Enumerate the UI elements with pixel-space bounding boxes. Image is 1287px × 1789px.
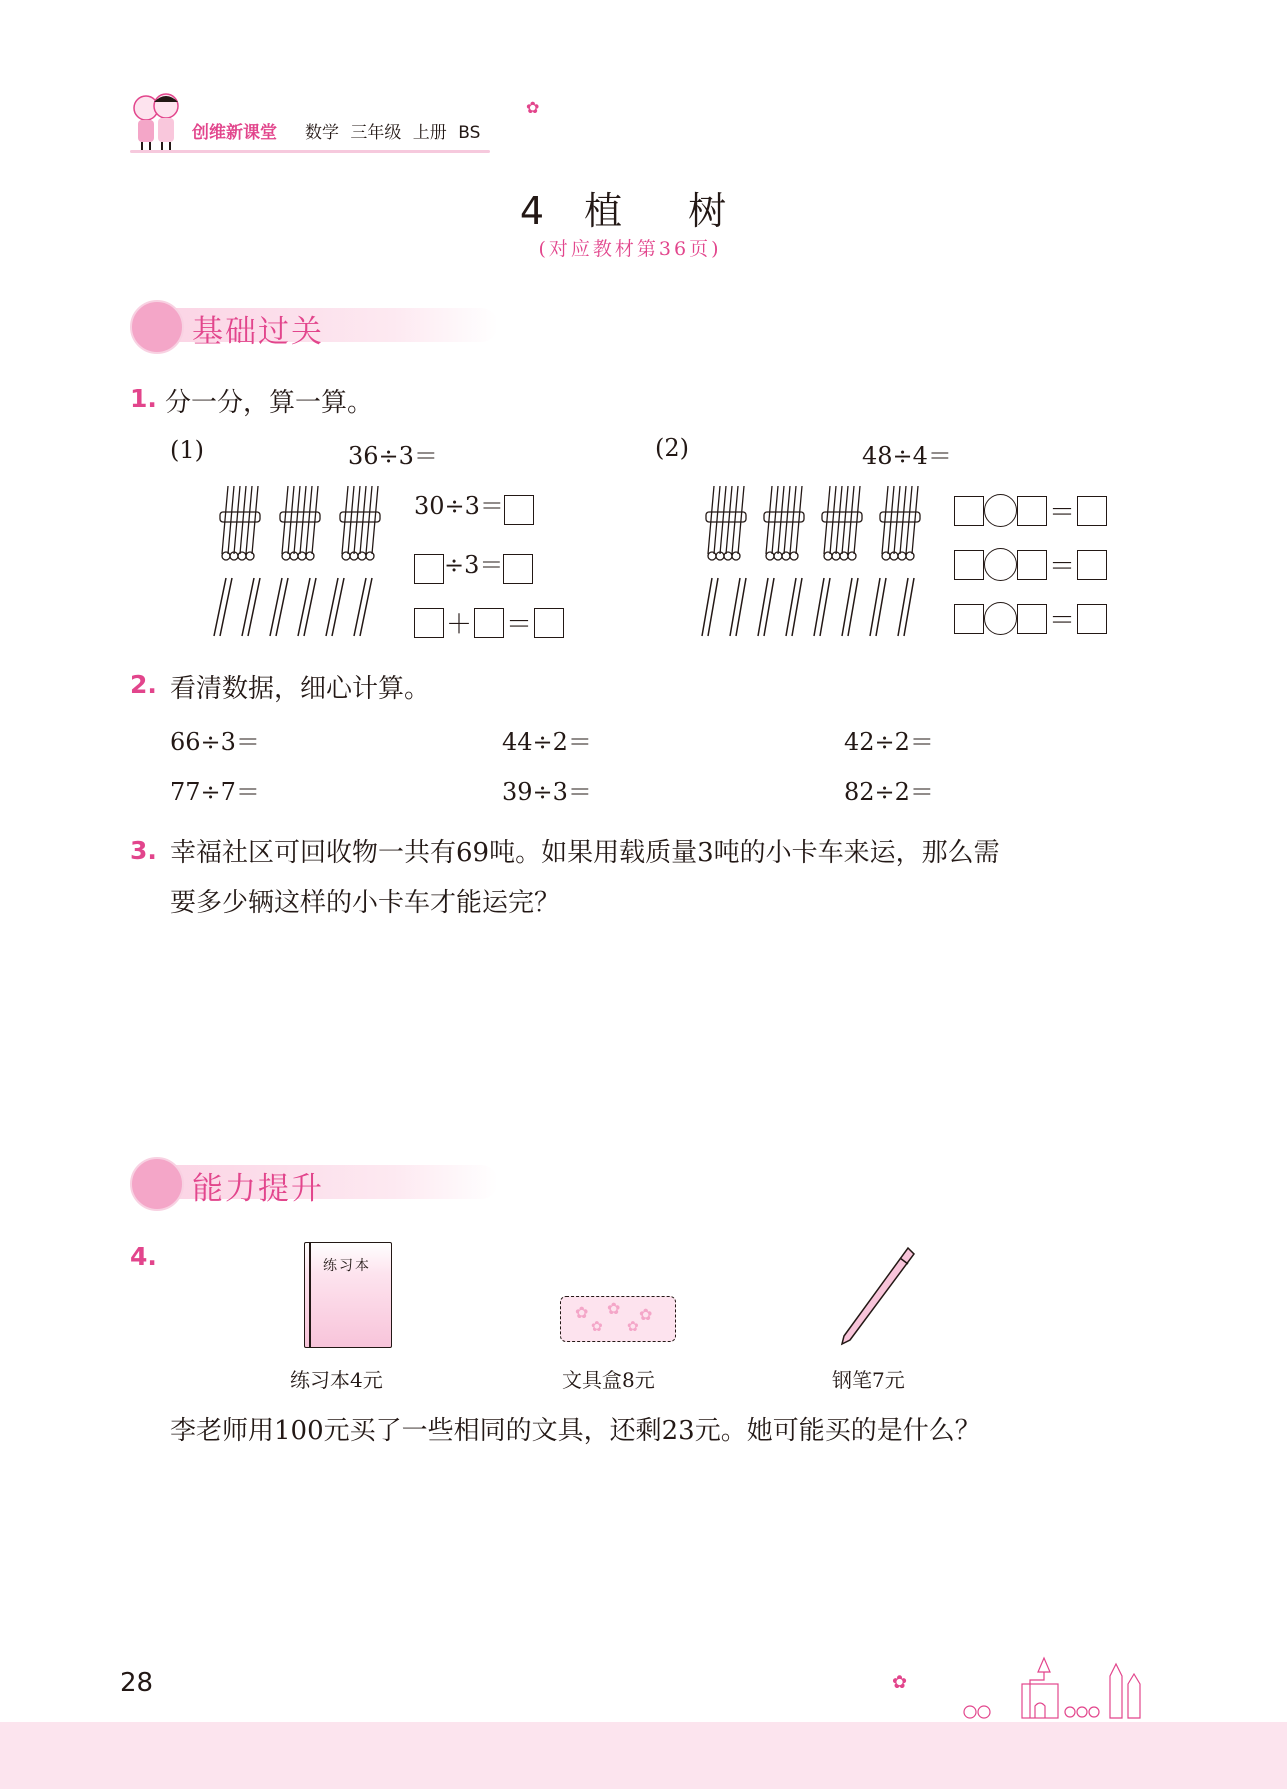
page-title: 4 植 树 (519, 189, 741, 233)
q1-part1-row1 (414, 486, 534, 525)
equals-sign: ＝ (1049, 498, 1076, 528)
castle-icon (940, 1650, 1170, 1720)
q1-part1-row2-op: ÷3＝ (444, 551, 504, 579)
q2-expr-3: 42÷2＝ (844, 728, 934, 756)
notebook-icon (304, 1242, 392, 1348)
operator-circle[interactable] (984, 494, 1017, 527)
single-sticks-icon (702, 578, 914, 636)
pencil-box-icon (560, 1296, 676, 1342)
q1-part2-expr: 48÷4＝ (862, 442, 952, 470)
q1-part2-row1 (954, 492, 1107, 529)
flower-icon: ✿ (607, 1299, 621, 1318)
notebook-spine (309, 1243, 311, 1347)
question-3-number: 3. (130, 836, 157, 865)
section-title-basic: 基础过关 (192, 314, 324, 350)
plus-sign: ＋ (446, 610, 473, 640)
item-label-pen: 钢笔7元 (832, 1368, 905, 1392)
q1-part2-row2 (954, 546, 1107, 583)
equals-sign: ＝ (506, 610, 533, 640)
q1-part1-row1-expr: 30÷3＝ (414, 492, 504, 520)
page-number: 28 (120, 1668, 154, 1698)
notebook-cover-label: 练习本 (323, 1258, 371, 1274)
q1-part1-row3 (414, 604, 564, 641)
q2-expr-1: 66÷3＝ (170, 728, 260, 756)
section-banner-basic (130, 300, 510, 350)
answer-box[interactable] (414, 608, 444, 638)
question-1-number: 1. (130, 384, 157, 413)
question-1-text: 分一分，算一算。 (165, 388, 374, 418)
question-3-line-2: 要多少辆这样的小卡车才能运完？ (170, 888, 561, 918)
answer-box[interactable] (1077, 496, 1107, 526)
header-underline (130, 150, 490, 153)
header-info: 数学 三年级 上册 BS (305, 123, 481, 143)
answer-box[interactable] (503, 554, 533, 584)
q2-expr-2: 44÷2＝ (502, 728, 592, 756)
header-butterfly-icon: ✿ (526, 98, 540, 117)
q1-part2-row3 (954, 600, 1107, 637)
answer-box[interactable] (1017, 550, 1047, 580)
q2-expr-4: 77÷7＝ (170, 778, 260, 806)
answer-box[interactable] (954, 550, 984, 580)
mascot-icon (130, 300, 184, 354)
equals-sign: ＝ (1049, 606, 1076, 636)
question-2-text: 看清数据，细心计算。 (170, 674, 431, 704)
answer-box[interactable] (1077, 550, 1107, 580)
equals-sign: ＝ (1049, 552, 1076, 582)
mascot-icon (130, 1157, 184, 1211)
answer-box[interactable] (954, 496, 984, 526)
flower-icon: ✿ (575, 1303, 589, 1322)
bundle-icon (220, 486, 380, 560)
answer-box[interactable] (1077, 604, 1107, 634)
flower-icon: ✿ (591, 1319, 603, 1335)
answer-box[interactable] (504, 495, 534, 525)
q1-part2-label: (2) (655, 434, 689, 462)
page-subtitle: (对应教材第36页) (538, 238, 722, 260)
operator-circle[interactable] (984, 548, 1017, 581)
q1-part1-label: (1) (170, 436, 204, 464)
item-label-notebook: 练习本4元 (290, 1368, 383, 1392)
q2-expr-5: 39÷3＝ (502, 778, 592, 806)
question-2-number: 2. (130, 670, 157, 699)
bundle-icon (706, 486, 920, 560)
sticks-illustration-2 (700, 480, 940, 642)
answer-box[interactable] (474, 608, 504, 638)
q2-expr-6: 82÷2＝ (844, 778, 934, 806)
answer-box[interactable] (954, 604, 984, 634)
section-banner-advanced (130, 1157, 510, 1207)
question-4-text: 李老师用100元买了一些相同的文具，还剩23元。她可能买的是什么？ (170, 1416, 981, 1446)
answer-box[interactable] (414, 554, 444, 584)
flower-icon: ✿ (627, 1319, 639, 1335)
footer-band (0, 1722, 1287, 1789)
header-mascot (128, 88, 184, 152)
header-brand: 创维新课堂 (192, 123, 277, 143)
sticks-illustration-1 (212, 480, 392, 642)
question-4-number: 4. (130, 1242, 157, 1271)
answer-box[interactable] (1017, 496, 1047, 526)
answer-box[interactable] (1017, 604, 1047, 634)
q1-part1-row2 (414, 545, 533, 584)
operator-circle[interactable] (984, 602, 1017, 635)
item-label-pencil-box: 文具盒8元 (562, 1368, 655, 1392)
flower-icon: ✿ (639, 1305, 653, 1324)
footer-flower-icon: ✿ (892, 1672, 908, 1693)
section-title-advanced: 能力提升 (192, 1171, 324, 1207)
question-3-line-1: 幸福社区可回收物一共有69吨。如果用载质量3吨的小卡车来运，那么需 (170, 838, 1000, 868)
answer-box[interactable] (534, 608, 564, 638)
q1-part1-expr: 36÷3＝ (348, 442, 438, 470)
pen-icon (836, 1244, 916, 1346)
single-sticks-icon (214, 578, 372, 636)
